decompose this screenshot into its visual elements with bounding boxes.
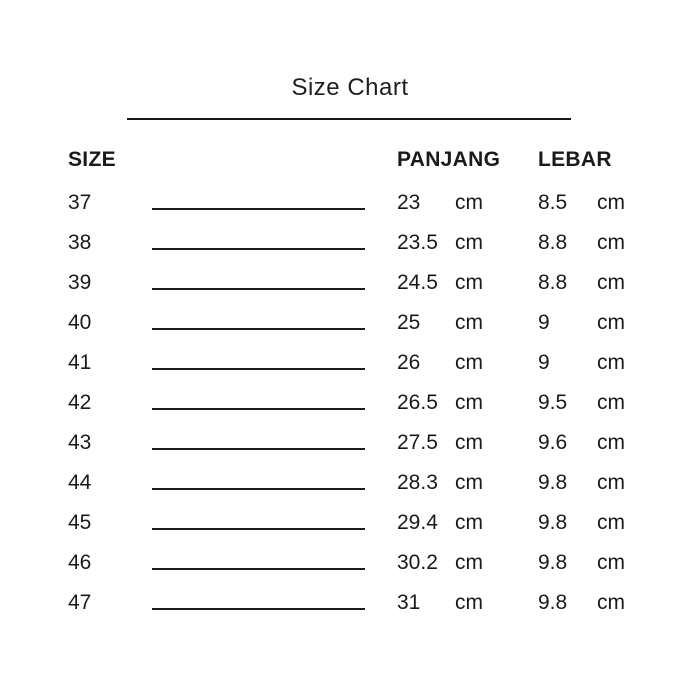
table-row (68, 343, 653, 383)
lebar-unit: cm (597, 391, 625, 414)
fill-in-line (152, 608, 365, 610)
fill-in-line (152, 208, 365, 210)
panjang-unit: cm (455, 551, 483, 574)
lebar-unit: cm (597, 511, 625, 534)
panjang-unit: cm (455, 511, 483, 534)
lebar-value: 9.8 (538, 551, 568, 574)
size-value: 47 (68, 591, 92, 614)
panjang-unit: cm (455, 591, 483, 614)
fill-in-line (152, 568, 365, 570)
lebar-unit: cm (597, 311, 625, 334)
panjang-value: 28.3 (397, 471, 438, 494)
column-header-size: SIZE (68, 148, 116, 171)
fill-in-line (152, 448, 365, 450)
panjang-unit: cm (455, 391, 483, 414)
fill-in-line (152, 288, 365, 290)
fill-in-line (152, 368, 365, 370)
table-row (68, 263, 653, 303)
panjang-unit: cm (455, 471, 483, 494)
lebar-value: 9.6 (538, 431, 568, 454)
size-value: 46 (68, 551, 92, 574)
lebar-value: 9.8 (538, 511, 568, 534)
size-value: 43 (68, 431, 92, 454)
lebar-value: 9 (538, 351, 550, 374)
size-value: 38 (68, 231, 92, 254)
lebar-value: 9.8 (538, 471, 568, 494)
lebar-unit: cm (597, 191, 625, 214)
panjang-unit: cm (455, 231, 483, 254)
table-row (68, 303, 653, 343)
size-value: 39 (68, 271, 92, 294)
table-row (68, 503, 653, 543)
panjang-value: 25 (397, 311, 421, 334)
fill-in-line (152, 408, 365, 410)
size-value: 40 (68, 311, 92, 334)
lebar-value: 9.5 (538, 391, 568, 414)
table-row (68, 183, 653, 223)
panjang-value: 26 (397, 351, 421, 374)
lebar-value: 8.5 (538, 191, 568, 214)
size-value: 41 (68, 351, 92, 374)
lebar-unit: cm (597, 231, 625, 254)
panjang-unit: cm (455, 191, 483, 214)
table-header-row (68, 140, 653, 180)
fill-in-line (152, 488, 365, 490)
panjang-value: 26.5 (397, 391, 438, 414)
panjang-value: 30.2 (397, 551, 438, 574)
panjang-value: 29.4 (397, 511, 438, 534)
panjang-unit: cm (455, 351, 483, 374)
column-header-lebar: LEBAR (538, 148, 612, 171)
panjang-unit: cm (455, 431, 483, 454)
size-value: 42 (68, 391, 92, 414)
panjang-value: 24.5 (397, 271, 438, 294)
page-title: Size Chart (291, 74, 409, 101)
size-table (68, 140, 653, 623)
lebar-unit: cm (597, 431, 625, 454)
lebar-unit: cm (597, 271, 625, 294)
lebar-value: 8.8 (538, 231, 568, 254)
table-row (68, 583, 653, 623)
fill-in-line (152, 528, 365, 530)
panjang-value: 23 (397, 191, 421, 214)
table-row (68, 423, 653, 463)
panjang-value: 27.5 (397, 431, 438, 454)
column-header-panjang: PANJANG (397, 148, 501, 171)
lebar-unit: cm (597, 471, 625, 494)
size-value: 44 (68, 471, 92, 494)
fill-in-line (152, 328, 365, 330)
table-row (68, 383, 653, 423)
lebar-value: 9.8 (538, 591, 568, 614)
table-row (68, 463, 653, 503)
table-row (68, 543, 653, 583)
lebar-value: 8.8 (538, 271, 568, 294)
fill-in-line (152, 248, 365, 250)
table-row (68, 223, 653, 263)
panjang-unit: cm (455, 311, 483, 334)
lebar-unit: cm (597, 591, 625, 614)
title-underline (127, 118, 571, 120)
size-value: 45 (68, 511, 92, 534)
panjang-value: 31 (397, 591, 421, 614)
lebar-unit: cm (597, 351, 625, 374)
panjang-value: 23.5 (397, 231, 438, 254)
lebar-unit: cm (597, 551, 625, 574)
lebar-value: 9 (538, 311, 550, 334)
panjang-unit: cm (455, 271, 483, 294)
size-value: 37 (68, 191, 92, 214)
